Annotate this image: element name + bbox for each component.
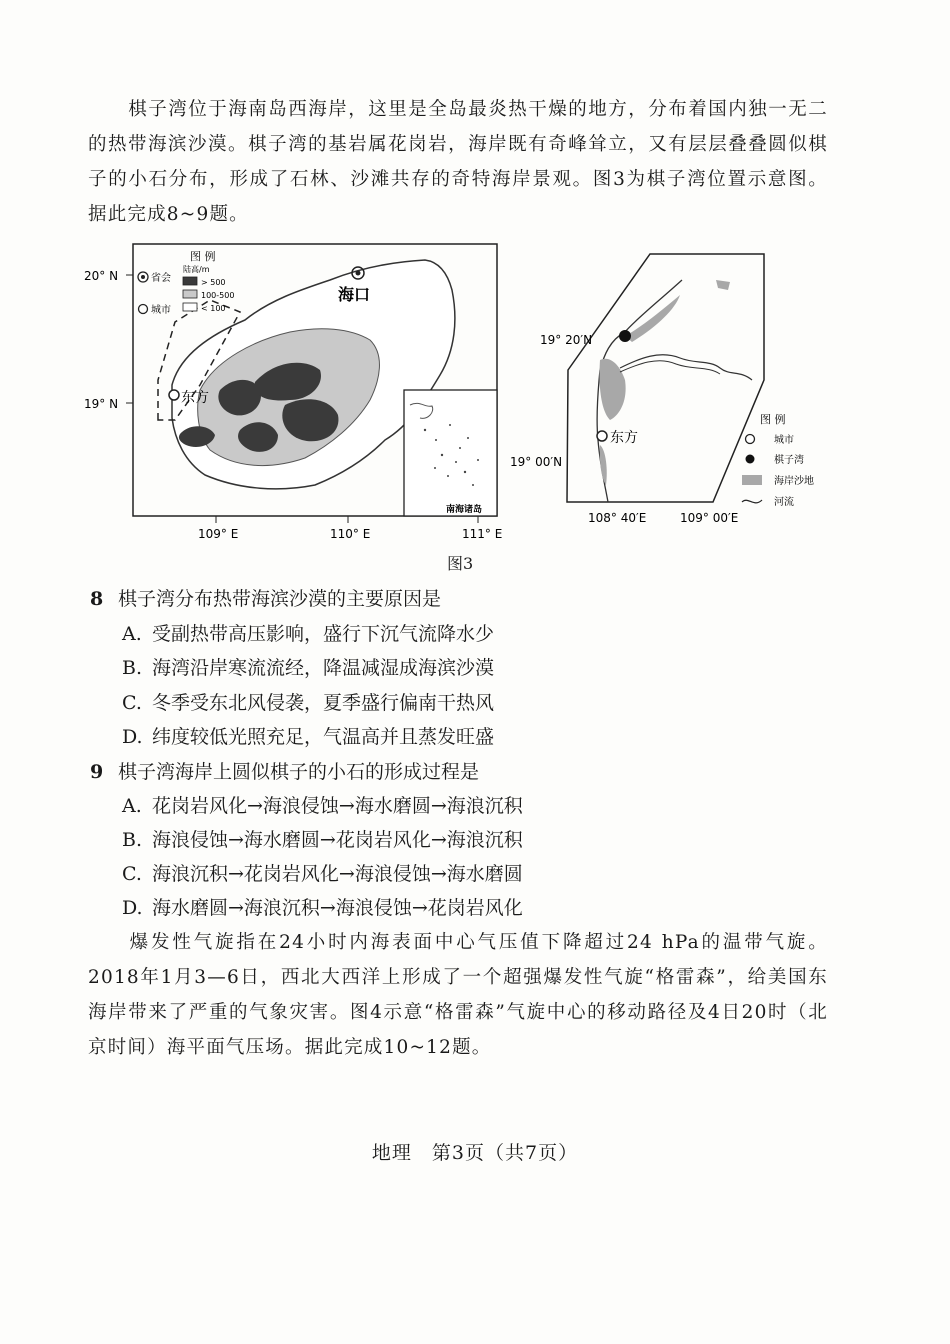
- right-map-legend: [742, 412, 814, 508]
- right-legend-river: 河流: [774, 497, 794, 508]
- legend-low-label: < 100: [201, 304, 226, 313]
- dongfang-marker-right: [597, 430, 638, 446]
- question-9-number: 9: [90, 761, 104, 783]
- right-legend-city: 城市: [774, 435, 794, 446]
- right-legend-sand: 海岸沙地: [774, 476, 814, 487]
- q8-option-a: [122, 619, 494, 646]
- question-8: [90, 584, 441, 611]
- dongfang-label-right: 东方: [610, 430, 638, 446]
- coastal-sand-1: [599, 359, 625, 420]
- question-9: [90, 757, 479, 784]
- dongfang-label-left: 东方: [181, 390, 209, 406]
- legend-mid-label: 100-500: [201, 291, 235, 300]
- lon-10840-label: 108° 40′E: [588, 511, 647, 525]
- legend-elevation-title: 陆高/m: [183, 265, 210, 274]
- q8-option-a-text: 受副热带高压影响，盛行下沉气流降水少: [152, 623, 495, 645]
- question-8-stem: 棋子湾分布热带海滨沙漠的主要原因是: [118, 588, 442, 610]
- qiziwan-map: [510, 254, 814, 525]
- lat-1900-label: 19° 00′N: [510, 455, 563, 469]
- q8-option-c: [122, 688, 494, 715]
- q8-option-b: [122, 653, 494, 680]
- q9-option-d-letter: D.: [122, 897, 143, 919]
- q9-option-d: [122, 893, 523, 920]
- q9-option-a-letter: A.: [122, 795, 142, 817]
- left-map-legend: [138, 249, 234, 316]
- question-8-number: 8: [90, 588, 104, 610]
- legend-capital-label: 省会: [151, 273, 171, 284]
- q9-option-c: [122, 859, 523, 886]
- figure-caption: 图3: [447, 554, 474, 573]
- left-legend-title: 图 例: [190, 250, 216, 263]
- river: [620, 355, 752, 380]
- inland-sand: [716, 280, 730, 290]
- q8-option-b-letter: B.: [122, 657, 143, 679]
- lon-109e-label: 109° E: [198, 527, 239, 541]
- hainan-map: [84, 244, 502, 541]
- q9-option-a: [122, 791, 523, 818]
- right-legend-title: 图 例: [760, 413, 786, 426]
- lat-1920-label: 19° 20′N: [540, 333, 593, 347]
- intro-paragraph-1: [88, 92, 828, 232]
- lon-110e-label: 110° E: [330, 527, 371, 541]
- q9-option-b-letter: B.: [122, 829, 143, 851]
- intro-paragraph-2: [88, 925, 828, 1065]
- question-9-stem: 棋子湾海岸上圆似棋子的小石的形成过程是: [118, 761, 480, 783]
- lon-10900-label: 109° 00′E: [680, 511, 739, 525]
- inset-label: 南海诸岛: [446, 505, 483, 515]
- lon-111e-label: 111° E: [462, 527, 503, 541]
- figure-3: [80, 240, 880, 550]
- south-china-sea-inset: [404, 390, 497, 516]
- right-map-frame: [567, 254, 764, 502]
- haikou-label: 海口: [338, 285, 371, 304]
- lat-20n-label: 20° N: [84, 269, 119, 283]
- q8-option-d-letter: D.: [122, 726, 143, 748]
- q9-option-d-text: 海水磨圆→海浪沉积→海浪侵蚀→花岗岩风化: [152, 897, 523, 919]
- legend-high-label: > 500: [201, 278, 226, 287]
- q8-option-c-text: 冬季受东北风侵袭，夏季盛行偏南干热风: [152, 692, 495, 714]
- coastal-sand-2: [625, 295, 680, 342]
- lat-19n-label: 19° N: [84, 397, 119, 411]
- qiziwan-marker: [619, 330, 631, 342]
- q8-option-b-text: 海湾沿岸寒流流经，降温减湿成海滨沙漠: [152, 657, 495, 679]
- legend-city-label: 城市: [151, 305, 171, 316]
- intro-text-1: 棋子湾位于海南岛西海岸，这里是全岛最炎热干燥的地方，分布着国内独一无二的热带海滨沙漠。棋子湾的基岩属花岗岩，海岸既有奇峰耸立，又有层层叠叠圆似棋子的小石分布，形成了石林、沙滩共存的奇特海岸景观。图3为棋子湾位置示意图。据此完成8~9题。: [88, 99, 828, 225]
- q9-option-a-text: 花岗岩风化→海浪侵蚀→海水磨圆→海浪沉积: [152, 795, 523, 817]
- q9-option-c-text: 海浪沉积→花岗岩风化→海浪侵蚀→海水磨圆: [152, 863, 523, 885]
- intro-text-2: 爆发性气旋指在24小时内海表面中心气压值下降超过24 hPa的温带气旋。2018年1月3—6日，西北大西洋上形成了一个超强爆发性气旋“格雷森”，给美国东海岸带来了严重的气象灾害。图4示意“格雷森”气旋中心的移动路径及4日20时（北京时间）海平面气压场。据此完成10~12题。: [88, 932, 828, 1058]
- page-footer: 地理 第3页（共7页）: [371, 1142, 579, 1164]
- q8-option-c-letter: C.: [122, 692, 142, 714]
- coastal-sand-3: [600, 445, 607, 485]
- q9-option-b-text: 海浪侵蚀→海水磨圆→花岗岩风化→海浪沉积: [152, 829, 523, 851]
- q9-option-b: [122, 825, 523, 852]
- right-legend-bay: 棋子湾: [774, 455, 804, 466]
- q9-option-c-letter: C.: [122, 863, 142, 885]
- q8-option-d-text: 纬度较低光照充足，气温高并且蒸发旺盛: [152, 726, 495, 748]
- q8-option-a-letter: A.: [122, 623, 142, 645]
- q8-option-d: [122, 722, 494, 749]
